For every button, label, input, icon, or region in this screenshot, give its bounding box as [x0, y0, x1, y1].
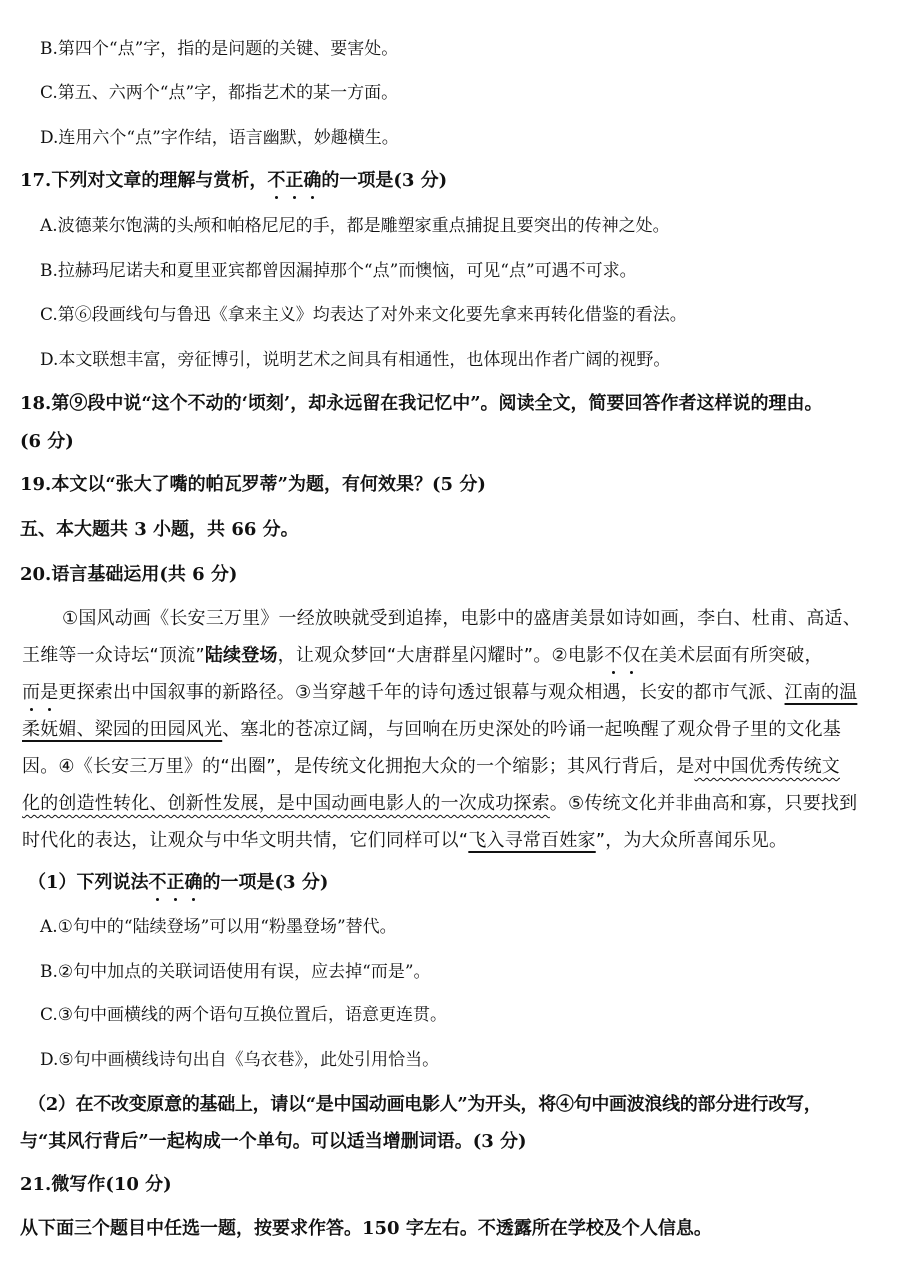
q17-option-c: C.第⑥段画线句与鲁迅《拿来主义》均表达了对外来文化要先拿来再转化借鉴的看法。 [40, 305, 687, 325]
passage-text: 。⑤传统文化并非曲高和寡，只要找到 [549, 793, 858, 814]
wavy-underlined-phrase: 对中国优秀传统文 [694, 756, 840, 777]
emphasis-dot-char: 确 [303, 166, 321, 192]
section-heading: 五、本大题共 3 小题，共 66 分。 [20, 519, 299, 540]
emphasis-dot-char: 不 [267, 166, 285, 192]
q20-sub2-stem: （2）在不改变原意的基础上，请以“是中国动画电影人”为开头，将④句中画波浪线的部分进行改写， [28, 1094, 822, 1115]
passage-line [22, 641, 823, 667]
passage-line [22, 752, 840, 778]
sub1-suffix: 的一项是(3 分) [202, 872, 329, 893]
q20-option-c: C.③句中画横线的两个语句互换位置后，语意更连贯。 [40, 1005, 448, 1025]
passage-text: 时代化的表达，让观众与中华文明共情，它们同样可以“ [22, 830, 469, 851]
q17-stem [20, 166, 447, 192]
q20-option-d: D.⑤句中画横线诗句出自《乌衣巷》，此处引用恰当。 [40, 1050, 440, 1070]
q16-option-b: B.第四个“点”字，指的是问题的关键、要害处。 [40, 39, 399, 59]
sub1-prefix: （1）下列说法 [28, 872, 149, 893]
passage-text: 王维等一众诗坛“顶流” [22, 645, 205, 666]
q17-option-d: D.本文联想丰富，旁征博引，说明艺术之间具有相通性，也体现出作者广阔的视野。 [40, 350, 671, 370]
emphasis-dot-char: 是 [40, 678, 58, 704]
q21-title: 21.微写作(10 分) [20, 1174, 172, 1195]
bold-phrase: 陆续登场 [204, 645, 278, 666]
emphasis-dot-char: 正 [285, 166, 303, 192]
emphasis-dot-char: 不 [149, 868, 167, 894]
passage-text: 在美术层面有所突破， [640, 645, 823, 666]
passage-line [22, 715, 841, 741]
q17-stem-prefix: 17.下列对文章的理解与赏析， [20, 170, 268, 191]
underlined-phrase: 柔妩媚、梁园的田园风光 [22, 719, 223, 740]
q17-option-a: A.波德莱尔饱满的头颅和帕格尼尼的手，都是雕塑家重点捕捉且要突出的传神之处。 [40, 216, 670, 236]
q17-stem-suffix: 的一项是(3 分) [321, 170, 448, 191]
emphasis-dot-char: 不 [604, 641, 622, 667]
passage-line [22, 826, 787, 852]
passage-text: 、塞北的苍凉辽阔，与回响在历史深处的吟诵一起唤醒了观众骨子里的文化基 [222, 719, 841, 740]
passage-text: ”，为大众所喜闻乐见。 [595, 830, 788, 851]
q18-score: (6 分) [20, 431, 74, 452]
passage-line [22, 678, 857, 704]
passage-line [22, 789, 857, 815]
passage-text: ，让观众梦回“大唐群星闪耀时”。②电影 [277, 645, 605, 666]
passage-text: 更探索出中国叙事的新路径。③当穿越千年的诗句透过银幕与观众相遇，长安的都市气派、 [58, 682, 785, 703]
emphasis-dot-char: 仅 [622, 641, 640, 667]
emphasis-dot-char: 正 [167, 868, 185, 894]
q20-option-a: A.①句中的“陆续登场”可以用“粉墨登场”替代。 [40, 917, 397, 937]
q20-title: 20.语言基础运用(共 6 分) [20, 564, 238, 585]
passage-line: ①国风动画《长安三万里》一经放映就受到追捧，电影中的盛唐美景如诗如画，李白、杜甫、高适、 [62, 608, 861, 629]
q20-sub2-stem-cont: 与“其风行背后”一起构成一个单句。可以适当增删词语。(3 分) [20, 1131, 527, 1152]
q20-option-b: B.②句中加点的关联词语使用有误，应去掉“而是”。 [40, 962, 431, 982]
emphasis-dot-char: 确 [185, 868, 203, 894]
q17-option-b: B.拉赫玛尼诺夫和夏里亚宾都曾因漏掉那个“点”而懊恼，可见“点”可遇不可求。 [40, 261, 637, 281]
q19-stem: 19.本文以“张大了嘴的帕瓦罗蒂”为题，有何效果？(5 分) [20, 474, 486, 495]
q16-option-c: C.第五、六两个“点”字，都指艺术的某一方面。 [40, 83, 399, 103]
underlined-phrase: 江南的温 [784, 682, 858, 703]
passage-text: 因。④《长安三万里》的“出圈”，是传统文化拥抱大众的一个缩影；其风行背后，是 [22, 756, 695, 777]
emphasis-dot-char: 而 [22, 678, 40, 704]
underlined-phrase: 飞入寻常百姓家 [468, 830, 596, 851]
q16-option-d: D.连用六个“点”字作结，语言幽默，妙趣横生。 [40, 128, 399, 148]
q20-sub1-stem [28, 868, 328, 894]
wavy-underlined-phrase: 化的创造性转化、创新性发展，是中国动画电影人的一次成功探索 [22, 793, 550, 814]
q18-stem: 18.第⑨段中说“这个不动的‘顷刻’，却永远留在我记忆中”。阅读全文，简要回答作者这样说的理由。 [20, 393, 823, 414]
q21-instruction: 从下面三个题目中任选一题，按要求作答。150 字左右。不透露所在学校及个人信息。 [20, 1218, 712, 1239]
